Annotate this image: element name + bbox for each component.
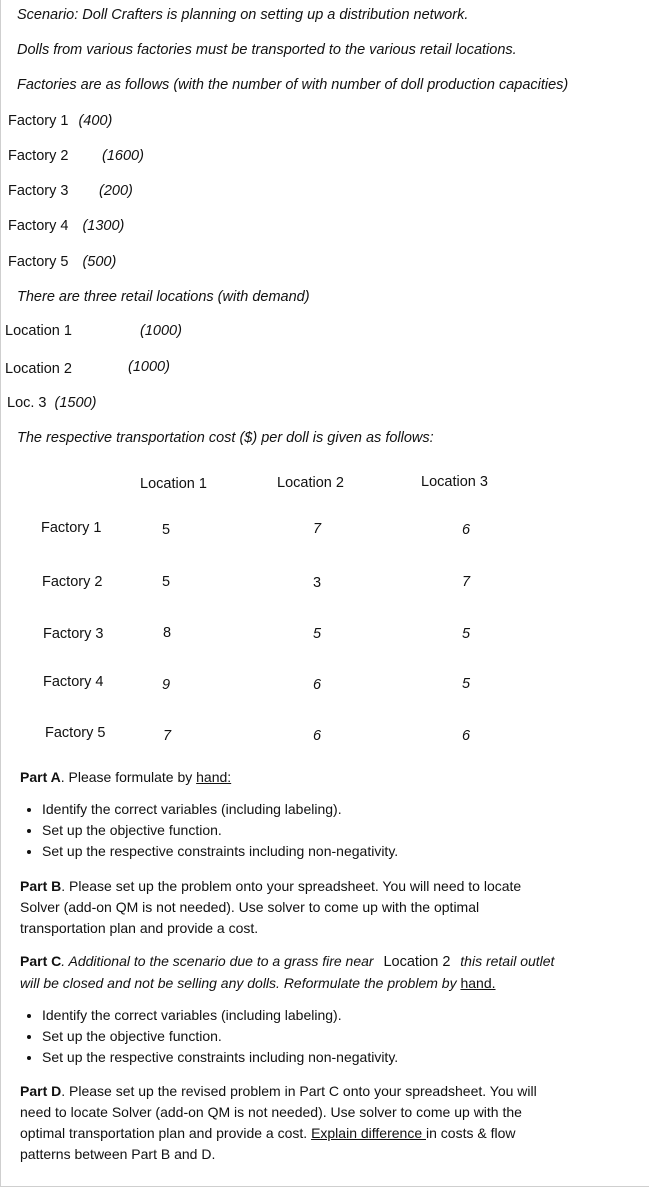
factory-name: Factory 2 xyxy=(8,148,69,164)
part-c-paragraph xyxy=(20,951,575,994)
cost-cell: 6 xyxy=(313,728,322,744)
location-3-row xyxy=(7,395,96,411)
list-item: • Identify the correct variables (including labeling). xyxy=(42,799,602,820)
cost-cell: 7 xyxy=(313,521,322,537)
cost-cell: 6 xyxy=(462,522,471,538)
cost-cell: 7 xyxy=(462,574,471,590)
cost-cell: 7 xyxy=(163,728,172,744)
list-item: • Set up the respective constraints including non-negativity. xyxy=(42,841,602,862)
cost-intro: The respective transportation cost ($) per doll is given as follows: xyxy=(17,430,434,446)
part-d-text-2: in costs & flow patterns between Part B and D. xyxy=(20,1125,516,1162)
location-demand: (1500) xyxy=(54,395,97,411)
column-header-location-2: Location 2 xyxy=(277,475,344,491)
column-header-location-3: Location 3 xyxy=(421,474,488,490)
row-header-factory-3: Factory 3 xyxy=(43,626,104,642)
part-d-text-1: . Please set up the revised problem in Part C onto your spreadsheet. You will need to locate Solver (add-on QM is not needed). Use solver to come up with the optimal transportation plan and provide a cost. xyxy=(20,1083,537,1141)
cost-cell: 5 xyxy=(162,522,171,538)
location-demand: (1000) xyxy=(128,359,170,375)
part-a-bullets xyxy=(20,799,602,862)
location-name: Location 1 xyxy=(5,323,72,339)
part-a-text: . Please formulate by xyxy=(60,769,197,785)
location-demand: (1000) xyxy=(140,323,182,339)
part-b-text: . Please set up the problem onto your spreadsheet. You will need to locate Solver (add-on QM is not needed). Use solver to come up with the optimal transportation plan and provide a cost. xyxy=(20,878,522,936)
part-b-paragraph xyxy=(20,876,535,939)
row-header-factory-5: Factory 5 xyxy=(45,725,106,741)
cost-cell: 6 xyxy=(313,677,322,693)
factory-name: Factory 4 xyxy=(8,218,69,234)
factory-capacity: (500) xyxy=(82,254,117,270)
list-item: • Set up the respective constraints including non-negativity. xyxy=(42,1047,602,1068)
location-1-row xyxy=(5,323,182,339)
row-header-factory-4: Factory 4 xyxy=(43,674,104,690)
factory-2-row xyxy=(8,148,144,164)
part-a-label: Part A xyxy=(20,769,61,785)
intro-line-2: Dolls from various factories must be transported to the various retail locations. xyxy=(17,42,517,58)
part-c-text-1: . Additional to the scenario due to a grass fire near xyxy=(61,953,378,969)
factory-3-row xyxy=(8,183,133,199)
factory-capacity: (200) xyxy=(99,183,133,199)
factory-1-row xyxy=(8,113,112,129)
part-b-label: Part B xyxy=(20,878,62,894)
list-item: • Set up the objective function. xyxy=(42,1026,602,1047)
part-d-explain-link: Explain difference xyxy=(311,1125,426,1141)
factory-capacity: (400) xyxy=(78,113,113,129)
factory-name: Factory 1 xyxy=(8,113,69,129)
factory-4-row xyxy=(8,218,124,234)
factory-capacity: (1300) xyxy=(82,218,125,234)
cost-cell: 5 xyxy=(162,574,171,590)
list-item: • Identify the correct variables (including labeling). xyxy=(42,1005,602,1026)
cost-cell: 6 xyxy=(462,728,471,744)
part-a-heading xyxy=(20,767,580,788)
part-c-text-2: this retail outlet will be closed and not be selling any dolls. Reformulate the problem by xyxy=(20,953,555,991)
list-item: • Set up the objective function. xyxy=(42,820,602,841)
location-2-row xyxy=(5,359,170,377)
column-header-location-1: Location 1 xyxy=(140,476,207,492)
location-name: Loc. 3 xyxy=(7,395,47,411)
part-d-paragraph xyxy=(20,1081,550,1165)
retail-intro: There are three retail locations (with demand) xyxy=(17,289,310,305)
cost-cell: 5 xyxy=(462,676,471,692)
intro-line-3: Factories are as follows (with the number of with number of doll production capacities) xyxy=(17,77,569,93)
factory-name: Factory 5 xyxy=(8,254,69,270)
part-c-bullets xyxy=(20,1005,602,1068)
part-a-hand-link: hand: xyxy=(196,769,232,785)
intro-line-1: Scenario: Doll Crafters is planning on setting up a distribution network. xyxy=(17,7,469,23)
row-header-factory-1: Factory 1 xyxy=(41,520,102,536)
factory-5-row xyxy=(8,254,116,270)
part-c-hand-link: hand. xyxy=(460,975,496,991)
part-c-label: Part C xyxy=(20,953,62,969)
location-name: Location 2 xyxy=(5,361,72,377)
part-c-location: Location 2 xyxy=(383,954,451,970)
row-header-factory-2: Factory 2 xyxy=(42,574,103,590)
cost-cell: 5 xyxy=(313,626,322,642)
cost-cell: 5 xyxy=(462,626,471,642)
factory-capacity: (1600) xyxy=(102,148,144,164)
cost-cell: 3 xyxy=(313,575,322,591)
cost-cell: 9 xyxy=(162,677,171,693)
factory-name: Factory 3 xyxy=(8,183,69,199)
part-d-label: Part D xyxy=(20,1083,62,1099)
cost-cell: 8 xyxy=(163,625,172,641)
